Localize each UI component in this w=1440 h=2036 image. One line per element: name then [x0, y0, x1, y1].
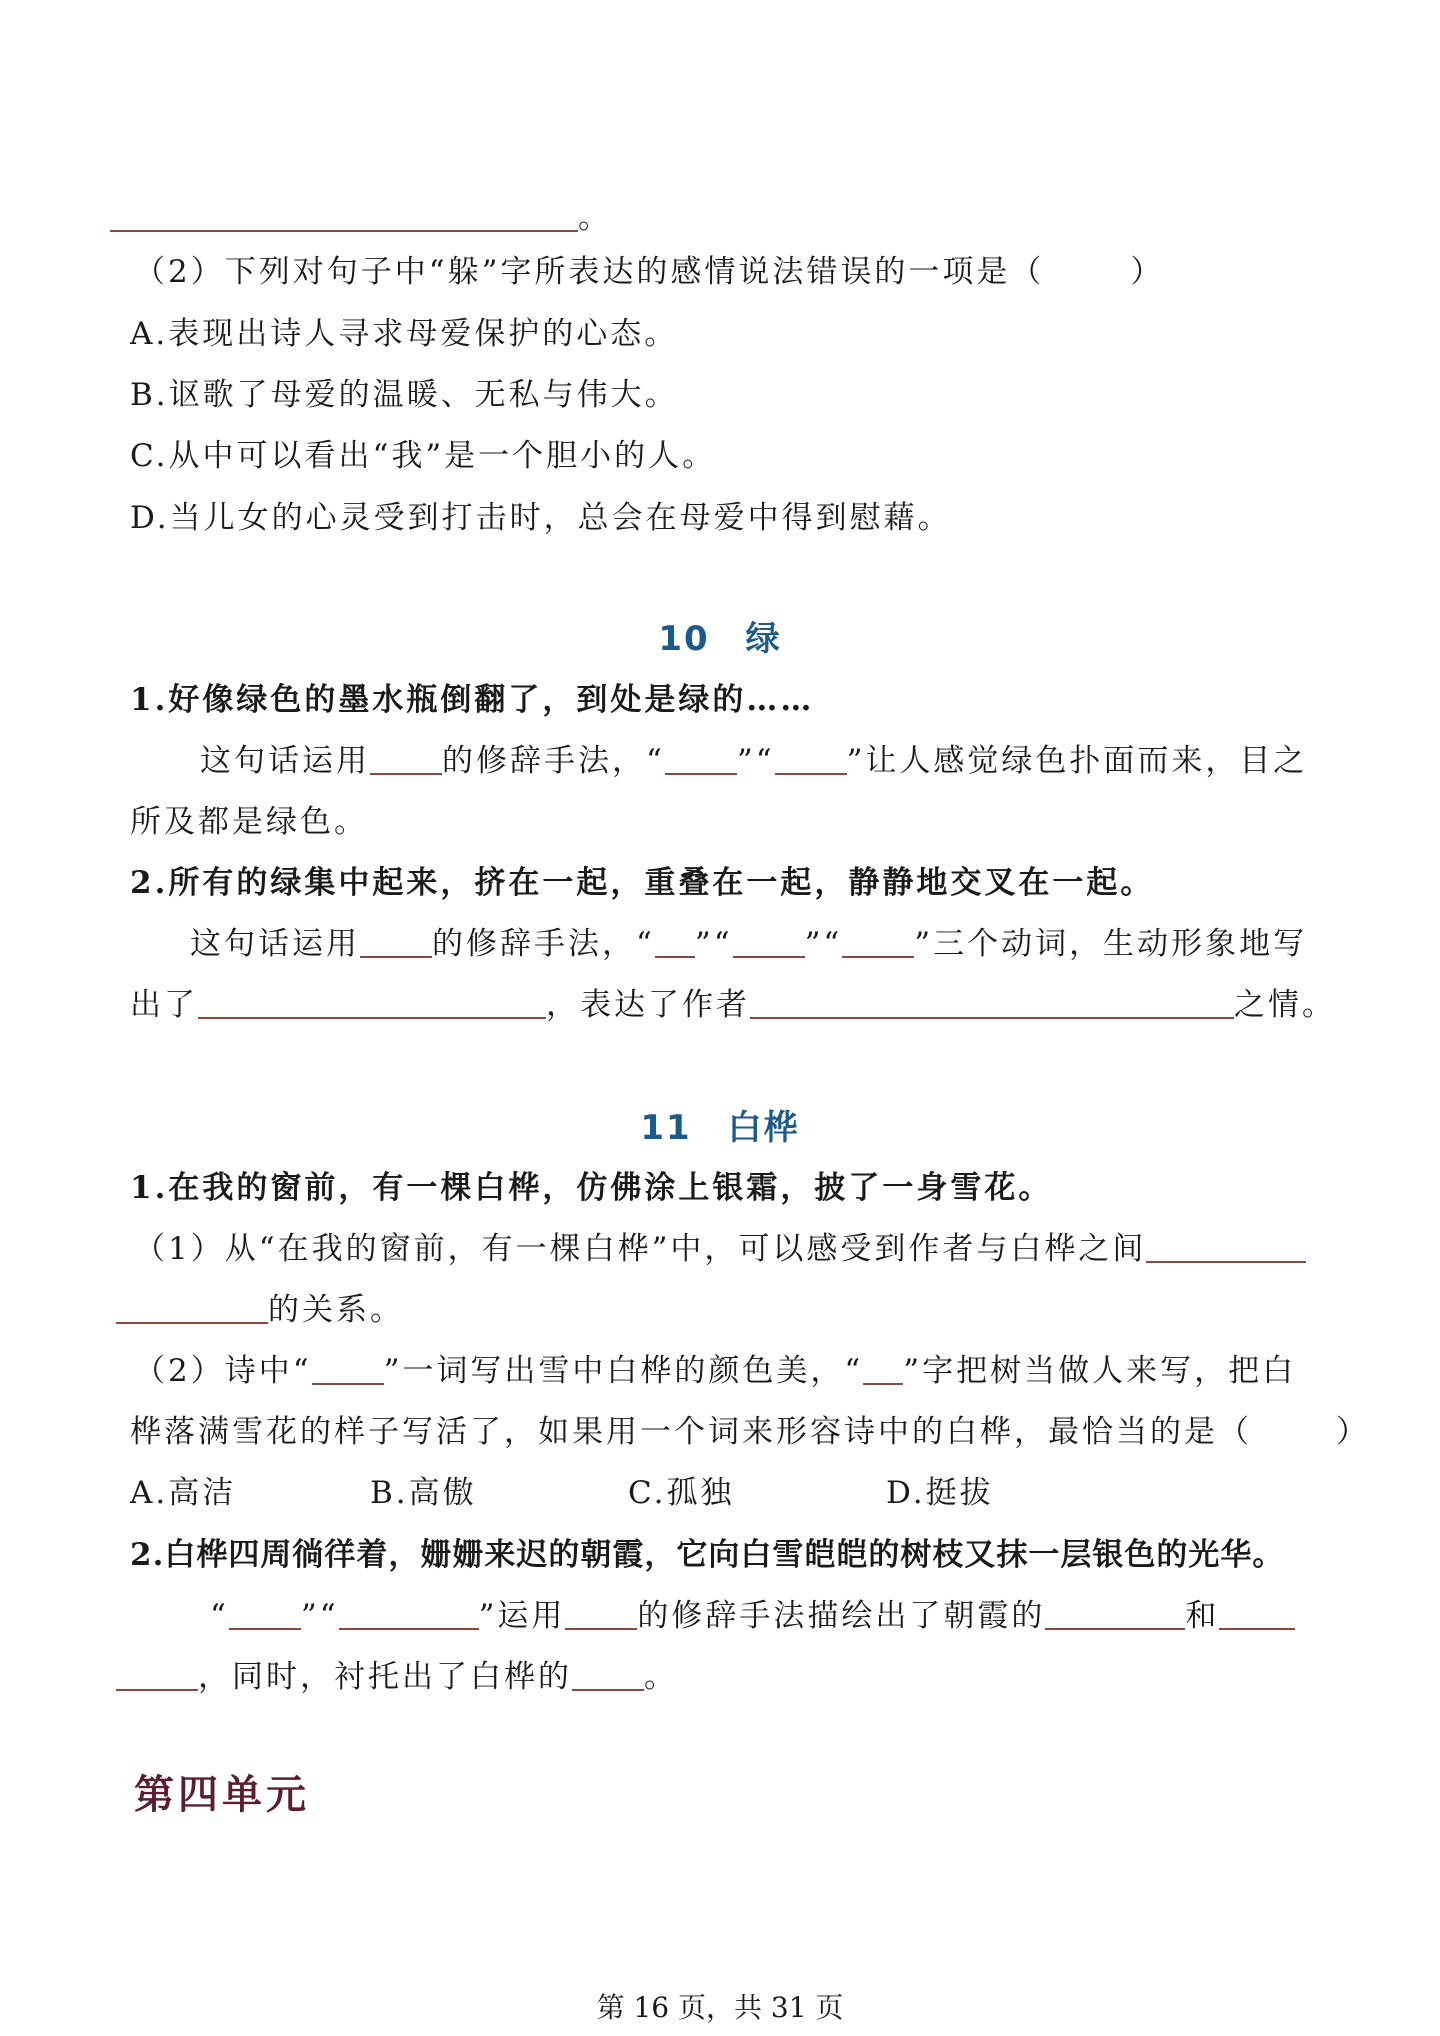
text: 之情。	[1234, 987, 1336, 1023]
question-2-text: （2）下列对句子中“躲”字所表达的感情说法错误的一项是（	[134, 254, 1045, 290]
lesson-11-q1-sub1-line2	[116, 1288, 1440, 1332]
blank	[198, 987, 546, 1019]
blank	[116, 1292, 268, 1324]
unit-title: 第四单元	[134, 1771, 310, 1818]
question-2-stem	[134, 250, 1440, 294]
option-c: C.从中可以看出“我”是一个胆小的人。	[130, 438, 717, 474]
lesson-10-q2-sentence: 2.所有的绿集中起来，挤在一起，重叠在一起，静静地交叉在一起。	[130, 865, 1155, 901]
blank	[863, 1353, 903, 1385]
lesson-11-q1-sub2-line2	[130, 1410, 1440, 1454]
blank	[339, 1598, 479, 1630]
text: ）	[1336, 1414, 1370, 1450]
lesson-10-number: 10	[658, 619, 710, 659]
text: ”“	[736, 743, 775, 779]
text: ”字把树当做人来写，把白	[903, 1353, 1297, 1389]
lesson-11-q1-sub1-line1	[134, 1227, 1440, 1271]
blank	[775, 743, 847, 775]
text: ”一词写出雪中白桦的颜色美，“	[383, 1353, 864, 1389]
text: 这句话运用	[190, 926, 360, 962]
lesson-10-q1-sentence: 1.好像绿色的墨水瓶倒翻了，到处是绿的……	[130, 682, 815, 718]
text: 和	[1185, 1598, 1220, 1634]
text: ”“	[694, 926, 733, 962]
text: ，同时，衬托出了白桦的	[198, 1659, 572, 1695]
question-2-close-paren: ）	[1130, 254, 1165, 290]
lesson-11-q2-sentence: 2.白桦四周徜徉着，姗姗来迟的朝霞，它向白雪皑皑的树枝又抹一层银色的光华。	[130, 1537, 1285, 1573]
page-footer: 第 16 页，共 31 页	[596, 1991, 844, 2024]
blank	[655, 926, 695, 958]
text: ，表达了作者	[546, 987, 750, 1023]
lesson-11-q1-options	[130, 1471, 1440, 1515]
blank	[312, 1353, 384, 1385]
blank	[360, 926, 432, 958]
text: 的修辞手法，“	[442, 743, 665, 779]
blank	[572, 1659, 644, 1691]
text: 的关系。	[268, 1292, 404, 1328]
text: 这句话运用	[200, 743, 370, 779]
text: 。	[644, 1659, 678, 1695]
text: （2）诗中“	[134, 1353, 312, 1389]
answer-blank	[110, 200, 578, 232]
blank	[1045, 1598, 1185, 1630]
option-d: D.挺拔	[886, 1475, 994, 1511]
blank	[733, 926, 805, 958]
lesson-10-q1-line2: 所及都是绿色。	[130, 804, 368, 840]
lesson-10-q2-line2	[130, 983, 1440, 1027]
option-a: A.表现出诗人寻求母爱保护的心态。	[130, 316, 679, 352]
text: ”让人感觉绿色扑面而来，目之	[846, 743, 1308, 779]
option-b: B.高傲	[370, 1475, 477, 1511]
text: ”“	[804, 926, 843, 962]
blank	[1146, 1231, 1306, 1263]
text: “	[210, 1598, 229, 1634]
lesson-11-q2-line2	[116, 1655, 1440, 1699]
lesson-11-number: 11	[640, 1108, 692, 1148]
text: （1）从“在我的窗前，有一棵白桦”中，可以感受到作者与白桦之间	[134, 1231, 1147, 1267]
lesson-10-heading	[0, 617, 1440, 661]
blank	[116, 1659, 198, 1691]
blank	[370, 743, 442, 775]
text: 桦落满雪花的样子写活了，如果用一个词来形容诗中的白桦，最恰当的是（	[130, 1414, 1252, 1450]
option-a: A.高洁	[130, 1475, 237, 1511]
lesson-11-q1-sub2-line1	[134, 1349, 1440, 1393]
text: ”“	[300, 1598, 339, 1634]
option-b: B.讴歌了母爱的温暖、无私与伟大。	[130, 377, 679, 413]
text: ”三个动词，生动形象地写	[914, 926, 1308, 962]
blank	[229, 1598, 301, 1630]
lesson-10-title: 绿	[745, 619, 782, 659]
end-mark: 。	[578, 200, 612, 236]
lesson-11-q1-sentence: 1.在我的窗前，有一棵白桦，仿佛涂上银霜，披了一身雪花。	[130, 1170, 1053, 1206]
text: ”运用	[478, 1598, 566, 1634]
lesson-11-heading	[0, 1106, 1440, 1150]
option-c: C.孤独	[628, 1475, 735, 1511]
blank	[842, 926, 914, 958]
blank	[565, 1598, 637, 1630]
text: 的修辞手法描绘出了朝霞的	[637, 1598, 1046, 1634]
lesson-10-q1-line1	[200, 739, 1440, 783]
answer-line-row	[110, 196, 1440, 240]
blank	[1219, 1598, 1295, 1630]
blank	[665, 743, 737, 775]
text: 出了	[130, 987, 198, 1023]
blank	[750, 987, 1234, 1019]
lesson-11-q2-line1	[210, 1594, 1440, 1638]
lesson-10-q2-line1	[190, 922, 1440, 966]
lesson-11-title: 白桦	[727, 1108, 800, 1148]
text: 的修辞手法，“	[432, 926, 655, 962]
option-d: D.当儿女的心灵受到打击时，总会在母爱中得到慰藉。	[130, 500, 952, 536]
